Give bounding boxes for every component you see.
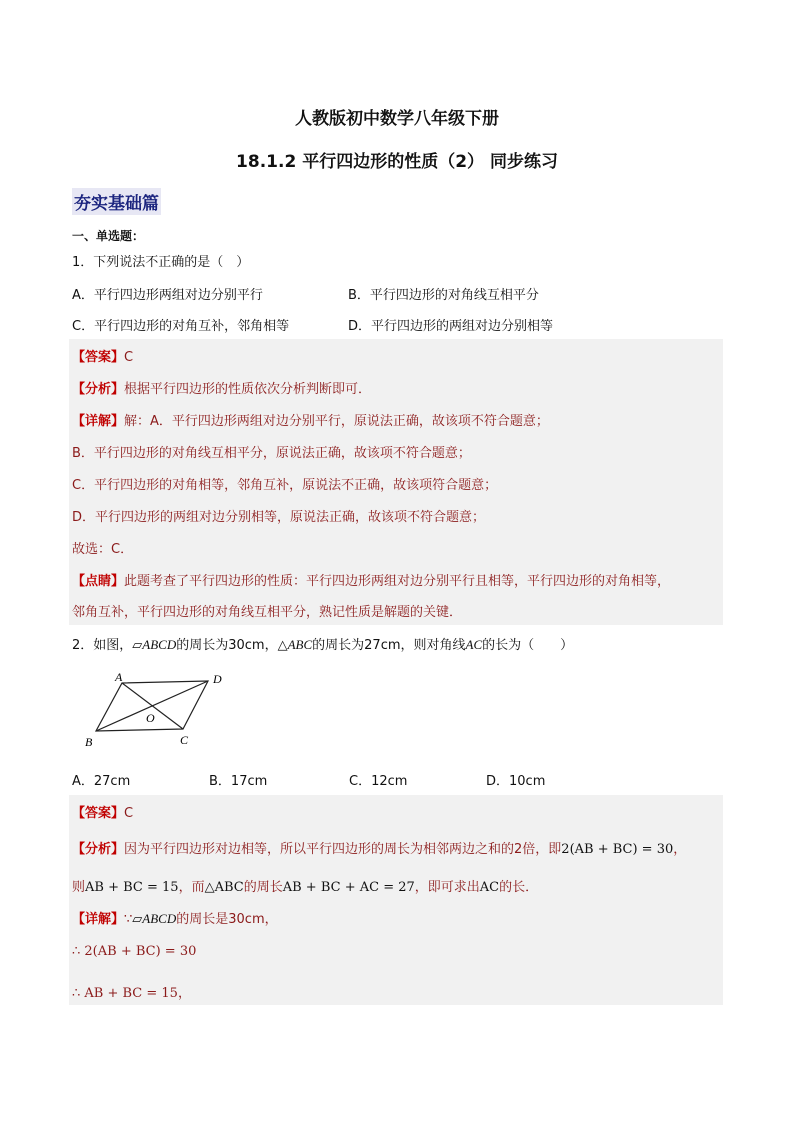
q1-comment-tag: 【点睛】: [72, 574, 125, 589]
q2-answer: [72, 802, 133, 821]
q1-detail: [72, 410, 549, 429]
q1-detail-line-3: C．平行四边形的对角相等，邻角互补，原说法不正确，故该项符合题意；: [72, 478, 498, 493]
q1-answer-value: C: [124, 350, 134, 365]
q1-option-d: D．平行四边形的两组对边分别相等: [348, 319, 554, 334]
q1-detail-line-2: B．平行四边形的对角线互相平分，原说法正确，故该项不符合题意；: [72, 446, 471, 461]
q2-analysis-eq-3: AB + BC + AC = 27: [282, 880, 415, 895]
q2-option-b: B．17cm: [209, 774, 268, 789]
q2-detail-text-1: 的周长是30cm，: [176, 912, 278, 927]
label-o: O: [146, 711, 155, 725]
q1-comment-line-1: 此题考查了平行四边形的性质：平行四边形两组对边分别平行且相等，平行四边形的对角相等，: [124, 574, 671, 589]
q1-option-c: C．平行四边形的对角互补，邻角相等: [72, 319, 290, 334]
q2-analysis-text-3: ，而: [178, 880, 205, 895]
q2-analysis-ac: AC: [479, 880, 500, 895]
section-heading: 夯实基础篇: [72, 188, 161, 215]
label-b: B: [85, 735, 93, 749]
q1-detail-line-5: 故选：C．: [72, 542, 134, 557]
q2-abcd: ABCD: [142, 637, 177, 652]
q2-option-d: D．10cm: [486, 774, 546, 789]
q2-option-a: A．27cm: [72, 774, 131, 789]
document-title: 人教版初中数学八年级下册: [295, 109, 499, 129]
q2-analysis-text-6: 的长．: [499, 880, 539, 895]
q2-analysis-text-5: ，即可求出: [414, 880, 480, 895]
q1-answer-tag: 【答案】: [72, 350, 125, 365]
q2-abc: ABC: [287, 637, 313, 652]
label-d: D: [213, 672, 222, 686]
q1-comment: [72, 570, 670, 589]
q2-answer-box: [69, 795, 723, 1005]
q2-detail-because: ∵: [124, 912, 133, 927]
q2-detail-parallelogram-symbol: ▱: [132, 912, 143, 927]
parallelogram-figure: [80, 665, 240, 750]
q1-detail-line-1: 解：A．平行四边形两组对边分别平行，原说法正确，故该项不符合题意；: [124, 414, 549, 429]
q1-analysis-tag: 【分析】: [72, 382, 125, 397]
q2-detail-line-2: ∴ 2(AB + BC) = 30: [72, 944, 197, 959]
part-heading: 一、单选题：: [72, 229, 145, 243]
q1-analysis: [72, 378, 371, 397]
q2-answer-value: C: [124, 806, 134, 821]
q1-stem: 1．下列说法不正确的是（ ）: [72, 255, 250, 270]
document-subtitle: 18.1.2 平行四边形的性质（2） 同步练习: [236, 152, 558, 172]
q2-analysis-text-2: 则: [72, 880, 86, 895]
q1-answer: [72, 346, 133, 365]
q2-analysis-triangle: △ABC: [204, 880, 244, 895]
q2-analysis: 【分析】因为平行四边形对边相等，所以平行四边形的周长为相邻两边之和的2倍，即2(AB + BC) = 30，: [72, 842, 687, 857]
q2-answer-tag: 【答案】: [72, 806, 125, 821]
q1-detail-tag: 【详解】: [72, 414, 125, 429]
q2-detail-abcd: ABCD: [142, 911, 177, 926]
q2-stem-part-4: 的长为（ ）: [482, 638, 574, 653]
q2-stem-part-2: 的周长为30cm，: [176, 638, 278, 653]
q2-detail-tag: 【详解】: [72, 912, 125, 927]
label-c: C: [180, 733, 189, 747]
q2-detail-line-3: ∴ AB + BC = 15，: [72, 986, 191, 1001]
triangle-symbol: △: [277, 638, 288, 653]
q1-analysis-text: 根据平行四边形的性质依次分析判断即可．: [124, 382, 372, 397]
q2-analysis-text-4: 的周长: [243, 880, 283, 895]
q1-comment-line-2: 邻角互补，平行四边形的对角线互相平分，熟记性质是解题的关键．: [72, 605, 463, 620]
q2-analysis-tag: 【分析】: [72, 842, 125, 857]
q2-analysis-line-2: [72, 876, 538, 895]
q2-detail: [72, 908, 278, 927]
parallelogram-symbol: ▱: [132, 638, 143, 653]
q2-ac: AC: [465, 637, 483, 652]
q2-analysis-eq-1: 2(AB + BC) = 30: [561, 842, 674, 857]
label-a: A: [115, 670, 123, 684]
q2-stem: [72, 634, 573, 653]
q2-analysis-text-1: 因为平行四边形对边相等，所以平行四边形的周长为相邻两边之和的2倍，即: [124, 842, 562, 857]
q1-detail-line-4: D．平行四边形的两组对边分别相等，原说法正确，故该项不符合题意；: [72, 510, 486, 525]
q2-stem-part-3: 的周长为27cm，则对角线: [312, 638, 466, 653]
q2-stem-part-1: 2．如图，: [72, 638, 133, 653]
q2-option-c: C．12cm: [349, 774, 408, 789]
q2-analysis-eq-2: AB + BC = 15: [85, 880, 179, 895]
q1-option-a: A．平行四边形两组对边分别平行: [72, 288, 263, 303]
q1-option-b: B．平行四边形的对角线互相平分: [348, 288, 539, 303]
